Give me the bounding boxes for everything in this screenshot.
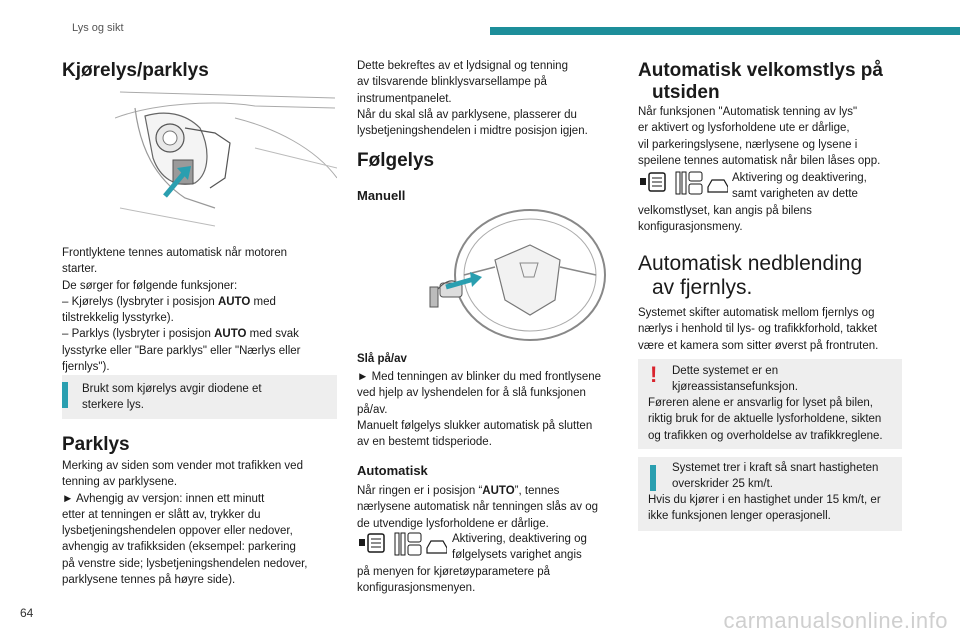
title-nedblending: Automatisk nedblending av fjernlys. xyxy=(638,252,863,299)
velkomstlys-text: Når funksjonen "Automatisk tenning av lys" er aktivert og lysforholdene ute er dårlige, vil parkeringslysene, nærlysene og lysene i speilene tennes automatisk når bilen låses opp. xyxy=(638,106,881,167)
section-header: Lys og sikt xyxy=(72,22,124,34)
info-note-speed: Systemet trer i kraft så snart hastigheten overskrider 25 km/t. Hvis du kjører i en hastighet under 15 km/t, er ikke funksjonen lenger operasjonell. xyxy=(638,457,902,531)
after-icon-text-folgelys: på menyen for kjøretøyparametere på konfigurasjonsmenyen. xyxy=(357,566,551,595)
title-velkomstlys: Automatisk velkomstlys på utsiden xyxy=(638,60,883,103)
parklys-confirm-text: Dette bekreftes av et lydsignal og tenning av tilsvarende blinklysvarsellampe på instrumentpanelet. Når du skal slå av parklysene, plasserer du lysbetjeningshendelen i midtre posisjon igjen. xyxy=(357,60,588,138)
steering-wheel-illustration xyxy=(410,205,610,350)
watermark: carmanualsonline.info xyxy=(723,608,948,633)
warning-note: ! Dette systemet er en kjøreassistansefunksjon. Føreren alene er ansvarlig for lyset på bilen, riktig bruk for de aktuelle lysforholdene, sikten og trafikken og overholdelse av trafikkreglene. xyxy=(638,359,902,449)
subtitle-automatisk: Automatisk xyxy=(357,463,428,478)
page-number: 64 xyxy=(20,606,34,620)
subtitle-manuell: Manuell xyxy=(357,188,406,203)
automatisk-text: Når ringen er i posisjon “AUTO”, tennes nærlysene automatisk når tenningen slås av og de utvendige lysforholdene er dårlige. xyxy=(357,485,599,530)
icon-description-folgelys: Aktivering, deaktivering og følgelysets varighet angis xyxy=(452,533,587,562)
info-icon xyxy=(62,382,68,408)
header-accent-bar xyxy=(490,27,960,35)
warning-icon: ! xyxy=(650,362,658,387)
screen-menu-icon xyxy=(357,531,447,557)
info-icon xyxy=(650,465,656,491)
intro-text: Frontlyktene tennes automatisk når motoren starter. De sørger for følgende funksjoner: – Kjørelys (lysbryter i posisjon AUTO med tilstrekkelig lysstyrke). – Parklys (lysbryter i posisjon AUTO med svak lysstyrke eller "Bare parklys" eller "Nærlys eller fjernlys"). xyxy=(62,247,301,374)
menu-icons-group-2 xyxy=(638,170,728,194)
title-parklys: Parklys xyxy=(62,434,130,455)
nedblending-text: Systemet skifter automatisk mellom fjernlys og nærlys i henhold til lys- og trafikkforhold, takket være et kamera som sitter øverst på frontruten. xyxy=(638,307,879,352)
subtitle-sla-pa-av: Slå på/av xyxy=(357,353,407,365)
info-note-diodes: Brukt som kjørelys avgir diodene et sterkere lys. xyxy=(62,375,337,419)
title-kjorelys: Kjørelys/parklys xyxy=(62,60,209,81)
headlight-illustration xyxy=(115,88,337,233)
sla-pa-av-text: ► Med tenningen av blinker du med frontlysene ved hjelp av lyshendelen for å slå funksjonen på/av. Manuelt følgelys slukker automatisk på slutten av en bestemt tidsperiode. xyxy=(357,371,602,449)
after-icon-text-velkomstlys: velkomstlyset, kan angis på bilens konfigurasjonsmeny. xyxy=(638,205,812,234)
parklys-text: Merking av siden som vender mot trafikken ved tenning av parklysene. ► Avhengig av versjon: innen ett minutt etter at tenningen er slått av, trykker du lysbetjeningshendelen oppover eller nedover, avhengig av trafikksiden (eksempel: parkering på venstre side; lysbetjeningshendelen nedover, parklysene tennes på høyre side). xyxy=(62,460,308,587)
icon-description-velkomstlys: Aktivering og deaktivering, samt varigheten av dette xyxy=(732,172,867,201)
title-folgelys: Følgelys xyxy=(357,150,435,171)
screen-menu-icon xyxy=(638,170,728,196)
menu-icons-group xyxy=(357,531,447,555)
